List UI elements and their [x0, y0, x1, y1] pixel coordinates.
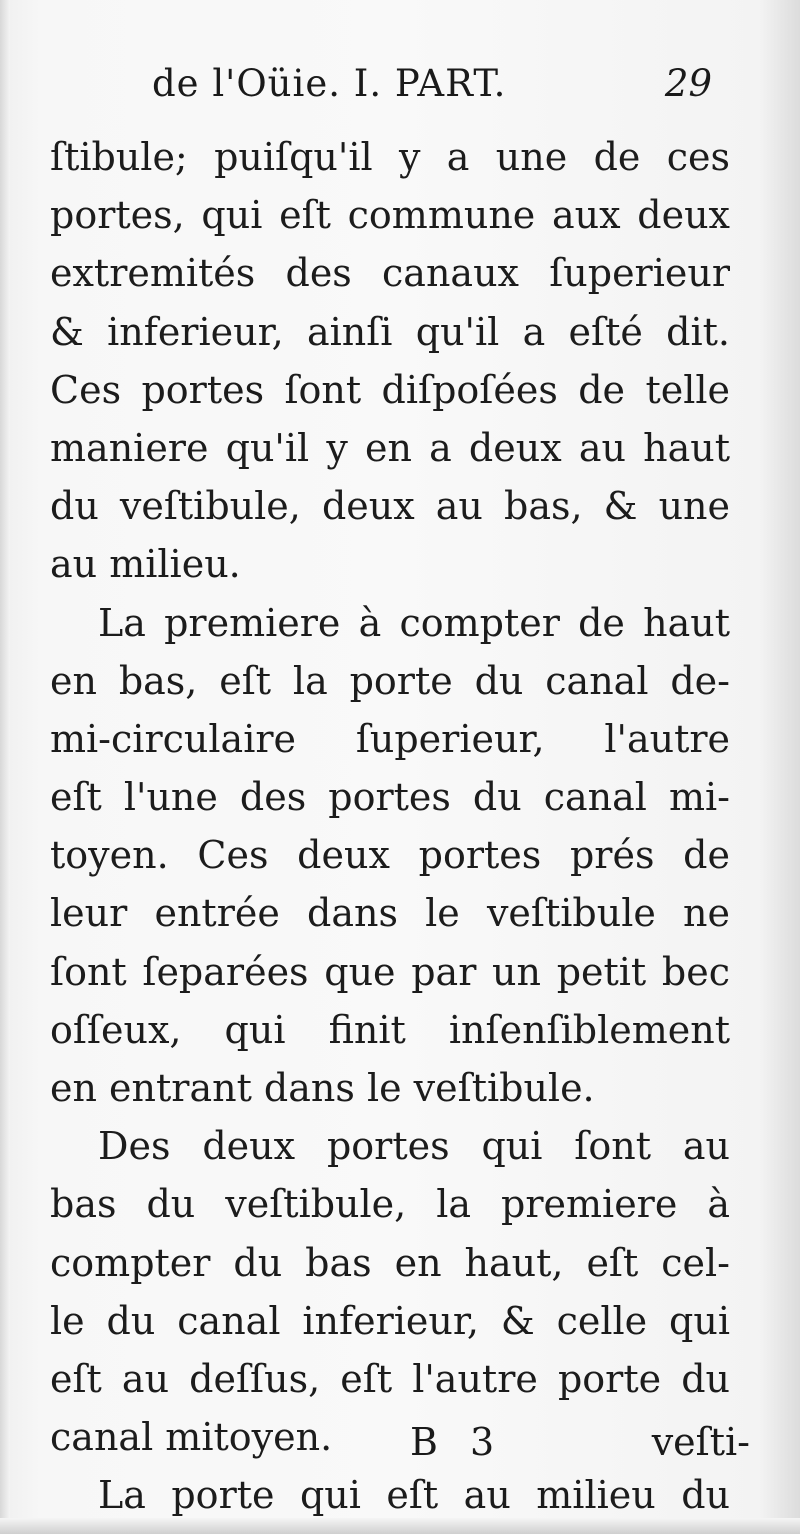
text-line: en entrant dans le veſtibule.: [50, 1066, 595, 1110]
text-line: en bas, eſt la porte du canal de-: [50, 658, 730, 703]
text-line: extremités des canaux ſuperieur: [50, 251, 730, 296]
text-line: ſtibule; puiſqu'il y a une de ces: [50, 135, 730, 179]
text-line: mi-circulaire ſuperieur, l'autre: [50, 716, 730, 761]
text-line: portes, qui eſt commune aux deux: [50, 193, 730, 238]
text-line: toyen. Ces deux portes prés de: [50, 833, 730, 878]
page-footer: [410, 1420, 750, 1480]
catchword: veſti-: [651, 1420, 750, 1464]
text-line: eſt l'une des portes du canal mi-: [50, 775, 730, 820]
text-line: compter du bas en haut, eſt cel-: [50, 1240, 730, 1285]
text-line: bas du veſtibule, la premiere à: [50, 1182, 730, 1227]
text-line: ſont ſeparées que par un petit bec: [50, 949, 730, 994]
text-line: du veſtibule, deux au bas, & une: [50, 484, 730, 529]
running-head: de l'Oüie. I. PART.: [152, 62, 507, 105]
paragraph-start-line: La premiere à compter de haut: [98, 600, 730, 645]
text-line: oſſeux, qui finit inſenſiblement: [50, 1007, 730, 1052]
text-line: le du canal inferieur, & celle qui: [50, 1298, 730, 1343]
text-line: au milieu.: [50, 542, 241, 587]
text-line: leur entrée dans le veſtibule ne: [50, 891, 730, 936]
page-number: 29: [664, 62, 712, 105]
text-line: canal mitoyen.: [50, 1415, 333, 1460]
text-line: maniere qu'il y en a deux au haut: [50, 425, 730, 470]
text-line: eſt au deſſus, eſt l'autre porte du: [50, 1356, 730, 1401]
text-line: & inferieur, ainſi qu'il a eſté dit.: [50, 309, 730, 354]
paragraph-start-line: Des deux portes qui ſont au: [98, 1124, 730, 1169]
signature-mark: B 3: [410, 1420, 505, 1464]
page-edge-left: [0, 0, 10, 1534]
page-header: [152, 62, 712, 122]
paragraph-start-line: La porte qui eſt au milieu du: [98, 1473, 730, 1518]
body-text: [50, 128, 730, 1525]
text-line: Ces portes ſont diſpoſées de telle: [50, 367, 730, 412]
